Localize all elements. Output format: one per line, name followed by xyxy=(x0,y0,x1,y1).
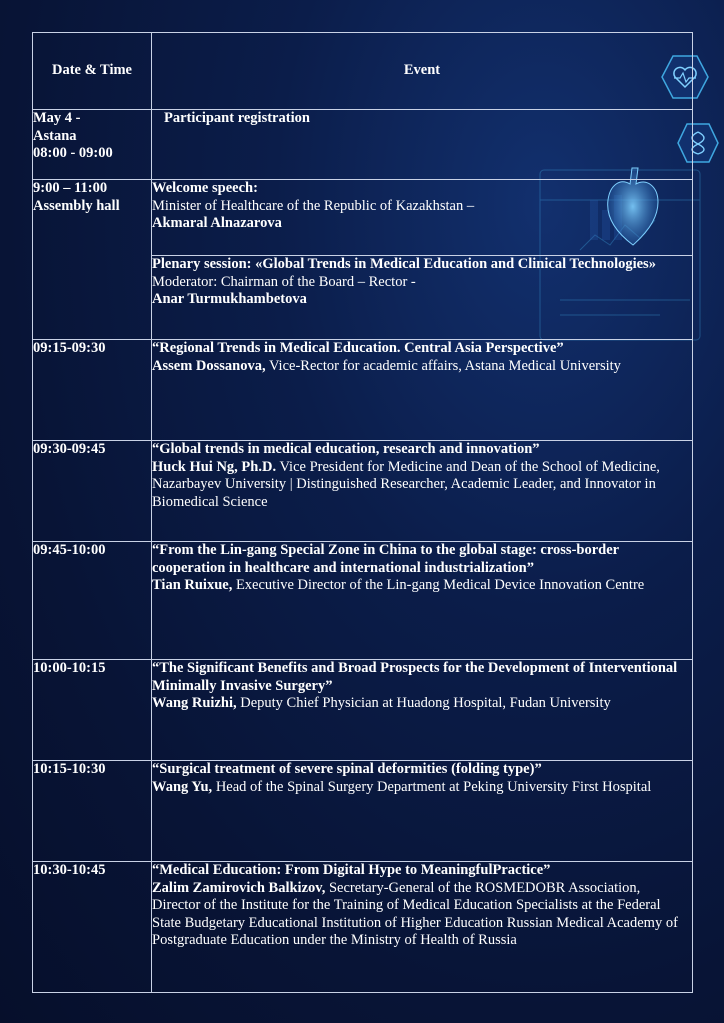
header-event: Event xyxy=(152,33,693,110)
speaker-name: Akmaral Alnazarova xyxy=(152,215,282,231)
event-cell xyxy=(152,340,693,441)
schedule-table xyxy=(32,32,693,993)
speaker-position: Vice-Rector for academic affairs, Astana Medical University xyxy=(265,357,621,374)
speaker-position: Head of the Spinal Surgery Department at Peking University First Hospital xyxy=(212,778,652,795)
header-date-time: Date & Time xyxy=(33,33,152,110)
city-label: Astana xyxy=(33,127,77,144)
event-cell xyxy=(152,441,693,542)
speaker-name: Assem Dossanova, xyxy=(152,357,266,374)
table-row xyxy=(33,441,693,542)
location-label: Assembly hall xyxy=(33,197,120,214)
time-cell: 10:00-10:15 xyxy=(33,660,152,761)
event-title: Plenary session: «Global Trends in Medical Education and Clinical Technologies» xyxy=(152,256,656,272)
speaker-name: Huck Hui Ng, Ph.D. xyxy=(152,458,277,475)
event-cell xyxy=(152,110,693,180)
table-row xyxy=(33,862,693,993)
event-description: Moderator: Chairman of the Board – Rector - xyxy=(152,273,416,290)
event-title: “The Significant Benefits and Broad Prospects for the Development of Interventional Minimally Invasive Surgery” xyxy=(152,660,678,694)
event-description: Minister of Healthcare of the Republic of Kazakhstan – xyxy=(152,197,475,214)
time-cell xyxy=(33,110,152,180)
table-row xyxy=(33,180,693,256)
time-cell: 09:45-10:00 xyxy=(33,542,152,660)
table-row xyxy=(33,110,693,180)
time-label: 9:00 – 11:00 xyxy=(33,180,108,196)
event-title: Welcome speech: xyxy=(152,180,258,196)
table-row xyxy=(33,340,693,441)
speaker-position: Executive Director of the Lin-gang Medical Device Innovation Centre xyxy=(232,577,645,593)
speaker-position: Vice President for Medicine and Dean of the School of Medicine, Nazarbayev University | Distinguished Researcher, Academic Leader, and Innovator in Biomedical Science xyxy=(152,458,660,510)
date-label: May 4 - xyxy=(33,110,81,126)
event-title: “Medical Education: From Digital Hype to MeaningfulPractice” xyxy=(152,862,551,878)
event-cell xyxy=(152,256,693,340)
speaker-position: Secretary-General of the ROSMEDOBR Association, Director of the Institute for the Training of Medical Education Specialists at the Federal State Budgetary Educational Institution of Higher Education Russian Medical Academy of Postgraduate Education under the Ministry of Health of Russia xyxy=(152,879,678,948)
event-title: “From the Lin-gang Special Zone in China to the global stage: cross-border cooperation in healthcare and international industrialization” xyxy=(152,542,619,576)
event-title: “Regional Trends in Medical Education. Central Asia Perspective” xyxy=(152,340,564,356)
speaker-name: Zalim Zamirovich Balkizov, xyxy=(152,879,326,896)
event-title: “Global trends in medical education, research and innovation” xyxy=(152,441,540,457)
event-cell xyxy=(152,542,693,660)
speaker-name: Wang Ruizhi, xyxy=(152,695,237,711)
speaker-name: Tian Ruixue, xyxy=(152,577,233,593)
table-header-row xyxy=(33,33,693,110)
event-cell xyxy=(152,180,693,256)
speaker-name: Wang Yu, xyxy=(152,778,213,795)
event-title: Participant registration xyxy=(164,110,310,126)
table-row xyxy=(33,761,693,862)
time-cell xyxy=(33,180,152,340)
event-title: “Surgical treatment of severe spinal deformities (folding type)” xyxy=(152,761,542,777)
event-cell xyxy=(152,862,693,993)
time-cell: 09:15-09:30 xyxy=(33,340,152,441)
event-cell xyxy=(152,660,693,761)
time-cell: 09:30-09:45 xyxy=(33,441,152,542)
table-row xyxy=(33,542,693,660)
speaker-name: Anar Turmukhambetova xyxy=(152,291,307,307)
event-cell xyxy=(152,761,693,862)
time-cell: 10:30-10:45 xyxy=(33,862,152,993)
time-label: 08:00 - 09:00 xyxy=(33,145,113,161)
speaker-position: Deputy Chief Physician at Huadong Hospital, Fudan University xyxy=(236,695,611,711)
table-row xyxy=(33,660,693,761)
time-cell: 10:15-10:30 xyxy=(33,761,152,862)
